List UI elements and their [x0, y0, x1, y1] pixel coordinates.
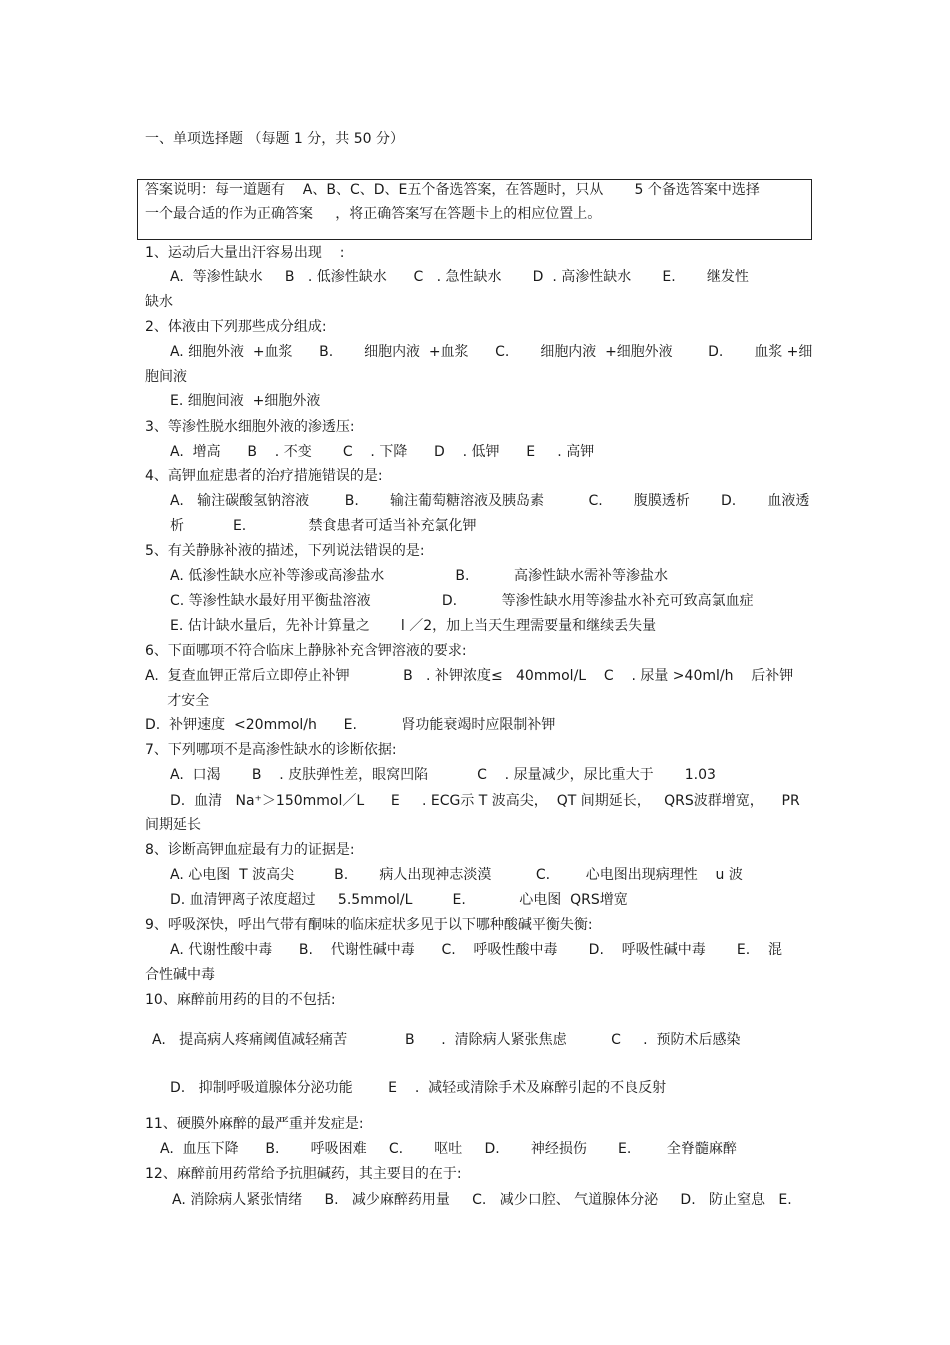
question-7-options-line-1: A. 口渴 B . 皮肤弹性差，眼窝凹陷 C . 尿量减少，尿比重大于 1.03 — [170, 767, 716, 783]
question-9-options-line-1: A. 代谢性酸中毒 B. 代谢性碱中毒 C. 呼吸性酸中毒 D. 呼吸性碱中毒 E. 混 — [170, 942, 782, 958]
question-3-stem: 3、等渗性脱水细胞外液的渗透压: — [145, 419, 355, 435]
question-7-options-line-3: 间期延长 — [145, 817, 201, 833]
question-10-stem: 10、麻醉前用药的目的不包括: — [145, 992, 336, 1008]
question-5-options-line-3: E. 估计缺水量后，先补计算量之 l ／2，加上当天生理需要量和继续丢失量 — [170, 618, 657, 634]
question-5-stem: 5、有关静脉补液的描述，下列说法错误的是: — [145, 543, 425, 559]
question-2-options-line-2: 胞间液 — [145, 369, 187, 385]
question-7-stem: 7、下列哪项不是高渗性缺水的诊断依据: — [145, 742, 397, 758]
question-4-stem: 4、高钾血症患者的治疗措施错误的是: — [145, 468, 383, 484]
question-2-options-line-1: A. 细胞外液 +血浆 B. 细胞内液 +血浆 C. 细胞内液 +细胞外液 D. 血浆 +细 — [170, 344, 813, 360]
instructions-line-1: 答案说明：每一道题有 A、B、C、D、E五个备选答案，在答题时，只从 5 个备选答案中选择 — [145, 182, 760, 198]
question-8-stem: 8、诊断高钾血症最有力的证据是: — [145, 842, 355, 858]
question-8-options-line-2: D. 血清钾离子浓度超过 5.5mmol/L E. 心电图 QRS增宽 — [170, 892, 628, 908]
question-5-options-line-2: C. 等渗性缺水最好用平衡盐溶液 D. 等渗性缺水用等渗盐水补充可致高氯血症 — [170, 593, 754, 609]
question-8-options-line-1: A. 心电图 T 波高尖 B. 病人出现神志淡漠 C. 心电图出现病理性 u 波 — [170, 867, 743, 883]
question-6-options-line-2: 才安全 — [145, 693, 210, 709]
question-5-options-line-1: A. 低渗性缺水应补等渗或高渗盐水 B. 高渗性缺水需补等渗盐水 — [170, 568, 668, 584]
question-1-options-line-1: A. 等渗性缺水 B . 低渗性缺水 C . 急性缺水 D . 高渗性缺水 E. 继发性 — [170, 269, 749, 285]
question-7-options-line-2: D. 血清 Na⁺＞150mmol／L E . ECG示 T 波高尖， QT 间期延长， QRS波群增宽， PR — [170, 793, 800, 809]
question-10-options-line-1: A. 提高病人疼痛阈值减轻痛苦 B . 清除病人紧张焦虑 C . 预防术后感染 — [152, 1032, 741, 1048]
question-3-options-line-1: A. 增高 B . 不变 C . 下降 D . 低钾 E . 高钾 — [170, 444, 595, 460]
question-2-options-line-3: E. 细胞间液 +细胞外液 — [170, 393, 321, 409]
question-2-stem: 2、体液由下列那些成分组成: — [145, 319, 327, 335]
question-12-stem: 12、麻醉前用药常给予抗胆碱药，其主要目的在于: — [145, 1166, 462, 1182]
question-6-stem: 6、下面哪项不符合临床上静脉补充含钾溶液的要求: — [145, 643, 467, 659]
question-9-options-line-2: 合性碱中毒 — [145, 967, 215, 983]
question-1-options-line-2: 缺水 — [145, 294, 173, 310]
question-1-stem: 1、运动后大量出汗容易出现 : — [145, 245, 345, 261]
question-10-options-line-2: D. 抑制呼吸道腺体分泌功能 E . 减轻或清除手术及麻醉引起的不良反射 — [170, 1080, 667, 1096]
instructions-line-2: 一个最合适的作为正确答案 ，将正确答案写在答题卡上的相应位置上。 — [145, 206, 602, 222]
question-4-options-line-1: A. 输注碳酸氢钠溶液 B. 输注葡萄糖溶液及胰岛素 C. 腹膜透析 D. 血液透 — [170, 493, 810, 509]
question-11-options-line-1: A. 血压下降 B. 呼吸困难 C. 呕吐 D. 神经损伤 E. 全脊髓麻醉 — [160, 1141, 737, 1157]
question-4-options-line-2: 析 E. 禁食患者可适当补充氯化钾 — [170, 518, 477, 534]
section-title: 一、单项选择题 （每题 1 分，共 50 分） — [145, 131, 404, 147]
question-6-options-line-3: D. 补钾速度 <20mmol/h E. 肾功能衰竭时应限制补钾 — [145, 717, 556, 733]
question-11-stem: 11、硬膜外麻醉的最严重并发症是: — [145, 1116, 364, 1132]
question-12-options-line-1: A. 消除病人紧张情绪 B. 减少麻醉药用量 C. 减少口腔、 气道腺体分泌 D. 防止窒息 E. — [172, 1192, 792, 1208]
question-9-stem: 9、呼吸深快，呼出气带有酮味的临床症状多见于以下哪种酸碱平衡失衡: — [145, 917, 593, 933]
question-6-options-line-1: A. 复查血钾正常后立即停止补钾 B . 补钾浓度≤ 40mmol/L C . 尿量 >40ml/h 后补钾 — [145, 668, 794, 684]
